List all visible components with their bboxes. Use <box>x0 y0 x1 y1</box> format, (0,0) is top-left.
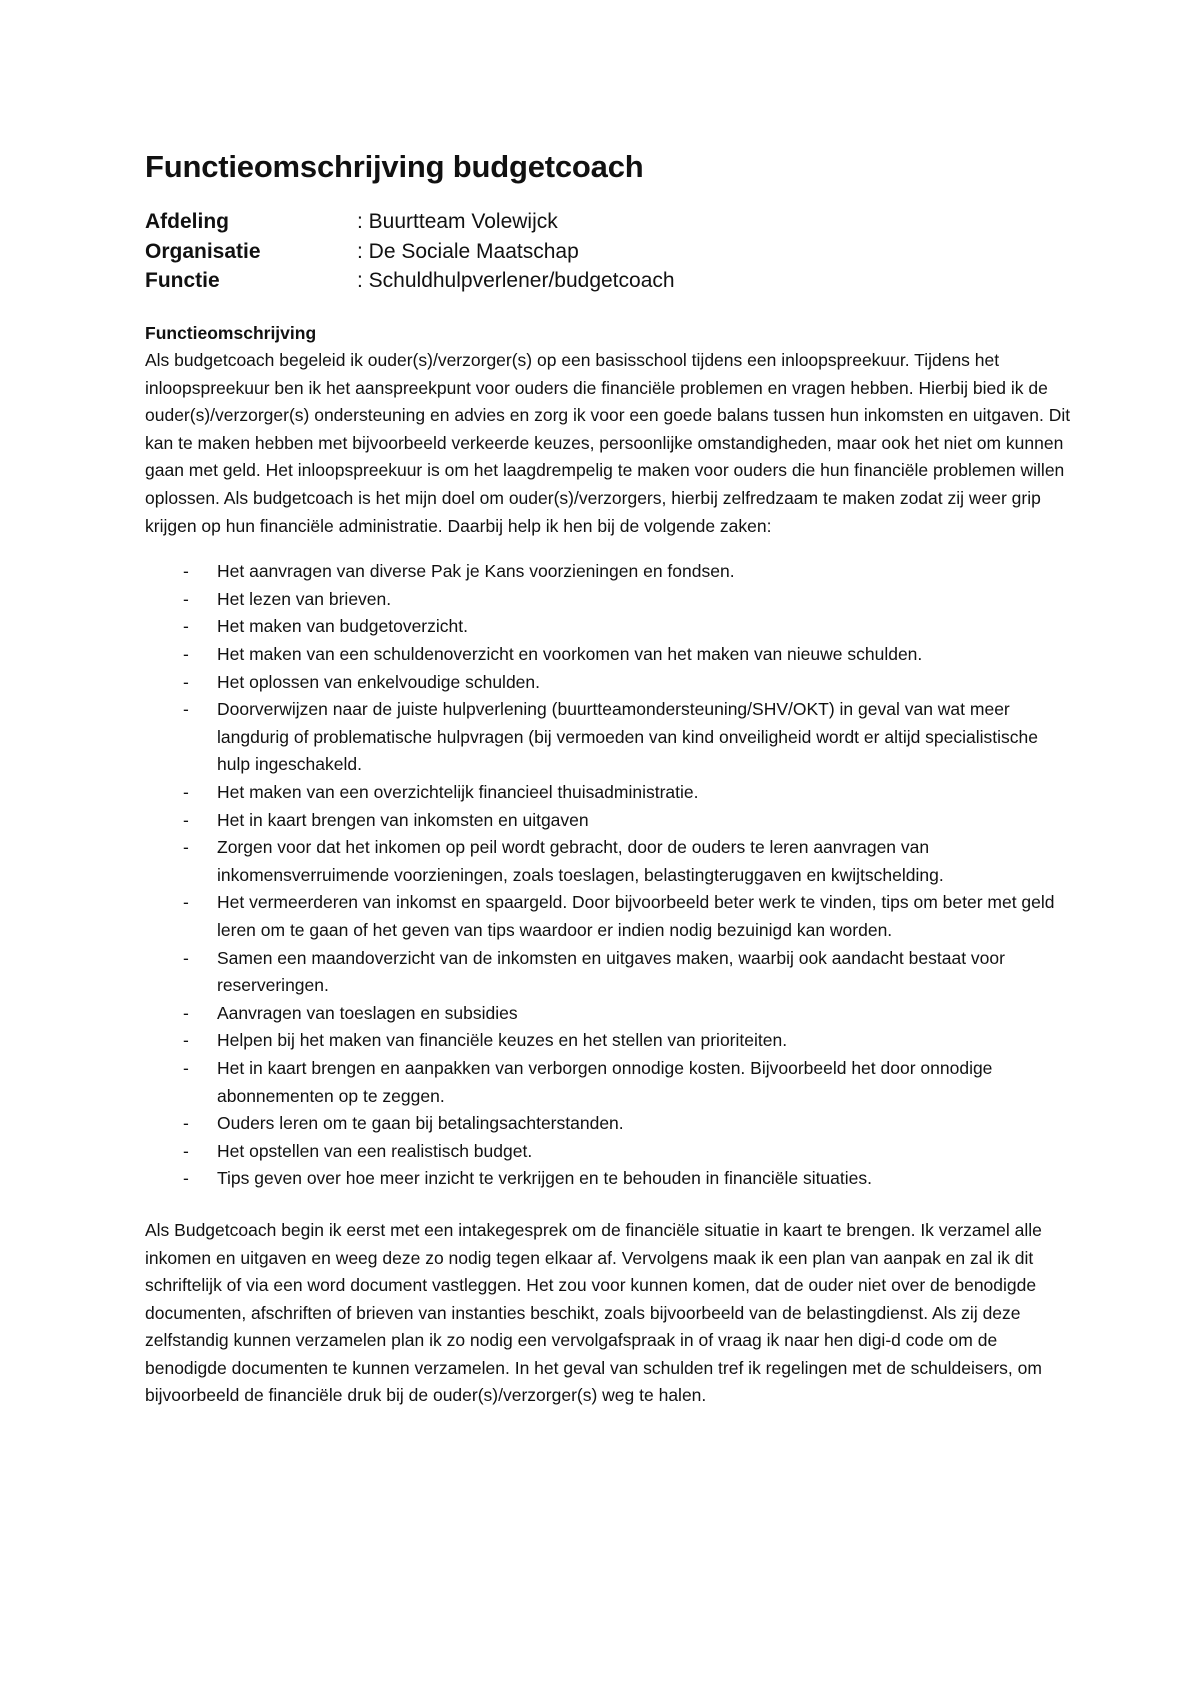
section-heading: Functieomschrijving <box>145 322 317 343</box>
meta-row-organisatie <box>145 237 1075 267</box>
document-content <box>145 147 1075 1410</box>
list-item <box>145 834 1075 889</box>
list-item-text: Het in kaart brengen en aanpakken van verborgen onnodige kosten. Bijvoorbeeld het door onnodige abonnementen op te zeggen. <box>217 1057 993 1106</box>
list-dash: - <box>183 644 189 665</box>
list-dash: - <box>183 561 189 582</box>
list-item <box>145 613 1075 641</box>
list-dash: - <box>183 837 189 858</box>
list-item-text: Het in kaart brengen van inkomsten en uitgaven <box>217 809 589 830</box>
list-item-text: Het maken van een overzichtelijk financieel thuisadministratie. <box>217 782 699 802</box>
list-item <box>145 779 1075 807</box>
intro-paragraph: Als budgetcoach begeleid ik ouder(s)/verzorger(s) op een basisschool tijdens een inloopspreekuur. Tijdens het inloopspreekuur ben ik het aanspreekpunt voor ouders die financiële problemen en vragen hebben. Hierbij bied ik de ouder(s)/verzorger(s) ondersteuning en advies en zorg ik voor een goede balans tussen hun inkomsten en uitgaven. Dit kan te maken hebben met bijvoorbeeld verkeerde keuzes, persoonlijke omstandigheden, maar ook het niet om kunnen gaan met geld. Het inloopspreekuur is om het laagdrempelig te maken voor ouders die hun financiële problemen willen oplossen. Als budgetcoach is het mijn doel om ouder(s)/verzorgers, hierbij zelfredzaam te maken zodat zij weer grip krijgen op hun financiële administratie. Daarbij help ik hen bij de volgende zaken: <box>145 350 1071 536</box>
list-item-text: Het aanvragen van diverse Pak je Kans voorzieningen en fondsen. <box>217 561 735 582</box>
list-item <box>145 558 1075 586</box>
list-item <box>145 1027 1075 1055</box>
list-item <box>145 889 1075 944</box>
list-item <box>145 586 1075 614</box>
list-item-text: Aanvragen van toeslagen en subsidies <box>217 1002 518 1023</box>
list-dash: - <box>183 1057 189 1078</box>
list-dash: - <box>183 1030 189 1051</box>
list-dash: - <box>183 671 189 692</box>
list-dash: - <box>183 782 189 802</box>
list-item-text: Ouders leren om te gaan bij betalingsachterstanden. <box>217 1113 624 1134</box>
list-dash: - <box>183 809 189 830</box>
list-item <box>145 696 1075 779</box>
list-dash: - <box>183 947 189 968</box>
list-item-text: Het opstellen van een realistisch budget. <box>217 1140 533 1161</box>
list-item <box>145 641 1075 669</box>
meta-value: : De Sociale Maatschap <box>357 237 579 267</box>
list-item <box>145 807 1075 835</box>
list-item-text: Helpen bij het maken van financiële keuzes en het stellen van prioriteiten. <box>217 1030 788 1051</box>
list-item <box>145 669 1075 697</box>
list-dash: - <box>183 588 189 609</box>
meta-value: : Buurtteam Volewijck <box>357 207 558 237</box>
list-item <box>145 945 1075 1000</box>
list-dash: - <box>183 699 189 720</box>
list-item <box>145 1000 1075 1028</box>
list-item-text: Het maken van een schuldenoverzicht en voorkomen van het maken van nieuwe schulden. <box>217 644 923 665</box>
list-item-text: Het oplossen van enkelvoudige schulden. <box>217 671 540 692</box>
list-item-text: Samen een maandoverzicht van de inkomsten en uitgaves maken, waarbij ook aandacht bestaat voor reserveringen. <box>217 947 1005 996</box>
meta-label: Afdeling <box>145 210 229 233</box>
list-item-text: Doorverwijzen naar de juiste hulpverlening (buurtteamondersteuning/SHV/OKT) in geval van wat meer langdurig of problematische hulpvragen (bij vermoeden van kind onveiligheid wordt er altijd specialistische hulp ingeschakeld. <box>217 699 1039 775</box>
meta-row-afdeling <box>145 207 1075 237</box>
meta-value: : Schuldhulpverlener/budgetcoach <box>357 266 675 296</box>
meta-table <box>145 207 1075 296</box>
list-item-text: Tips geven over hoe meer inzicht te verkrijgen en te behouden in financiële situaties. <box>217 1168 873 1189</box>
list-item-text: Het maken van budgetoverzicht. <box>217 616 468 637</box>
list-item <box>145 1138 1075 1166</box>
page-title: Functieomschrijving budgetcoach <box>145 149 644 184</box>
list-item <box>145 1165 1075 1193</box>
task-list <box>145 558 1075 1193</box>
list-item-text: Zorgen voor dat het inkomen op peil wordt gebracht, door de ouders te leren aanvragen van inkomensverruimende voorzieningen, zoals toeslagen, belastingteruggaven en kwijtschelding. <box>217 837 944 885</box>
list-dash: - <box>183 892 189 913</box>
list-item-text: Het vermeerderen van inkomst en spaargeld. Door bijvoorbeeld beter werk te vinden, tips om beter met geld leren om te gaan of het geven van tips waardoor er indien nodig bezuinigd kan worden. <box>217 892 1055 940</box>
list-item <box>145 1055 1075 1110</box>
meta-label: Organisatie <box>145 239 261 263</box>
list-item <box>145 1110 1075 1138</box>
closing-paragraph: Als Budgetcoach begin ik eerst met een intakegesprek om de financiële situatie in kaart te brengen. Ik verzamel alle inkomen en uitgaven en weeg deze zo nodig tegen elkaar af. Vervolgens maak ik een plan van aanpak en zal ik dit schriftelijk of via een word document vastleggen. Het zou voor kunnen komen, dat de ouder niet over de benodigde documenten, afschriften of brieven van instanties beschikt, zoals bijvoorbeeld van de belastingdienst. Als zij deze zelfstandig kunnen verzamelen plan ik zo nodig een vervolgafspraak in of vraag ik naar hen digi-d code om de benodigde documenten te kunnen verzamelen. In het geval van schulden tref ik regelingen met de schuldeisers, om bijvoorbeeld de financiële druk bij de ouder(s)/verzorger(s) weg te halen. <box>145 1219 1042 1406</box>
list-dash: - <box>183 1140 189 1161</box>
list-item-text: Het lezen van brieven. <box>217 588 392 609</box>
list-dash: - <box>183 1113 189 1134</box>
meta-label: Functie <box>145 269 220 292</box>
list-dash: - <box>183 1168 189 1189</box>
list-dash: - <box>183 616 189 637</box>
list-dash: - <box>183 1002 189 1023</box>
meta-row-functie <box>145 266 1075 296</box>
